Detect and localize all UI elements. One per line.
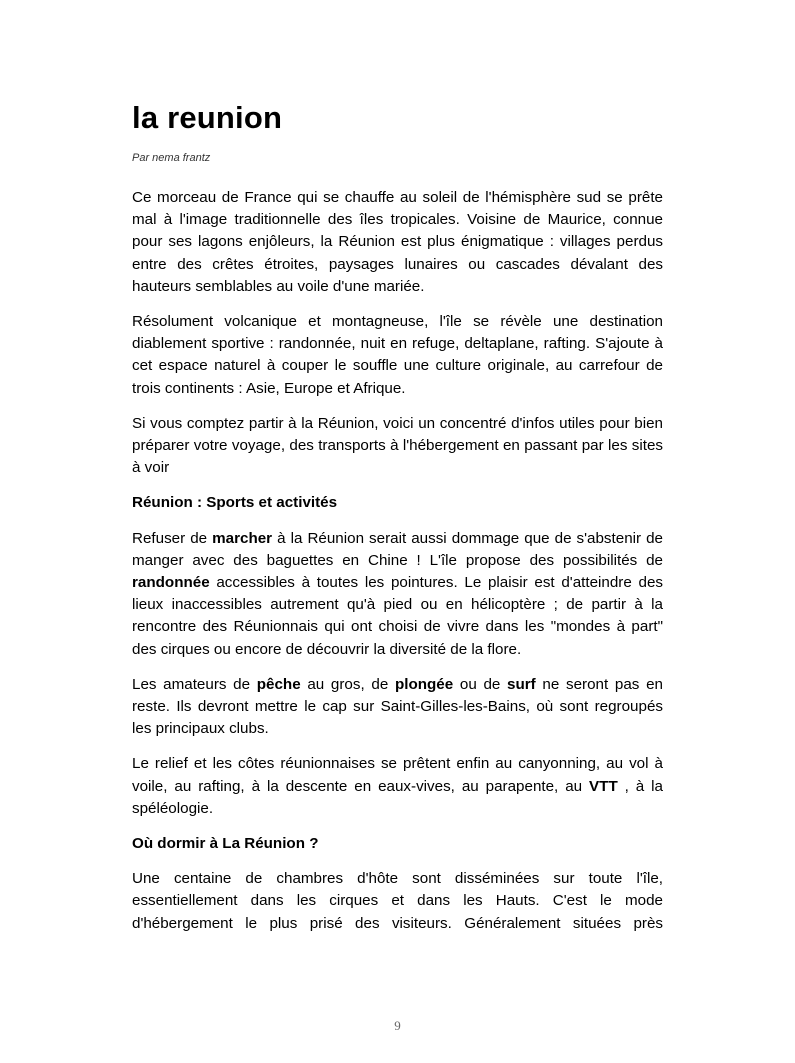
text-run: , à la spéléologie. — [132, 777, 663, 817]
bold-term: plongée — [394, 675, 454, 693]
bold-term: surf — [507, 675, 536, 693]
page-number: 9 — [394, 1018, 401, 1033]
section-heading-sports: Réunion : Sports et activités — [132, 494, 338, 512]
bold-term: pêche — [256, 675, 301, 693]
author-byline: Par nema frantz — [132, 152, 211, 164]
text-run: Le relief et les côtes réunionnaises se prêtent enfin au canyonning, au vol à voile, au rafting, à la descente en eaux-vives, au parapente, au — [132, 755, 663, 795]
text-run: Refuser de — [132, 529, 213, 547]
section-heading-lodging: Où dormir à La Réunion ? — [132, 835, 319, 853]
text-run: au gros, de — [300, 675, 395, 693]
paragraph-infos: Si vous comptez partir à la Réunion, voici un concentré d'infos utiles pour bien préparer votre voyage, des transports à l'hébergement en passant par les sites à voir — [132, 414, 663, 477]
text-run: Les amateurs de — [132, 675, 257, 693]
paragraph-hiking — [132, 528, 663, 661]
paragraph-volcanic: Résolument volcanique et montagneuse, l'île se révèle une destination diablement sportive : randonnée, nuit en refuge, deltaplane, rafting. S'ajoute à cet espace naturel à couper le souffle une culture originale, au carrefour de trois continents : Asie, Europe et Afrique. — [132, 313, 663, 397]
bold-term: marcher — [212, 529, 273, 547]
text-run: ne seront pas en reste. Ils devront mettre le cap sur Saint-Gilles-les-Bains, où sont regroupés les principaux clubs. — [132, 675, 663, 738]
paragraph-water-sports — [132, 674, 663, 741]
text-run: accessibles à toutes les pointures. Le plaisir est d'atteindre des lieux inaccessibles autrement qu'à pied ou en hélicoptère ; de partir à la rencontre des Réunionnais qui ont choisi de vivre dans les "mondes à part" des cirques ou encore de découvrir la diversité de la flore. — [132, 574, 663, 658]
paragraph-lodging: Une centaine de chambres d'hôte sont disséminées sur toute l'île, essentiellement dans les cirques et dans les Hauts. C'est le mode d'hébergement le plus prisé des visiteurs. Généralement situées près — [132, 870, 663, 932]
text-run: ou de — [453, 675, 508, 693]
bold-term: randonnée — [132, 574, 210, 592]
bold-term: VTT — [589, 777, 618, 795]
paragraph-intro: Ce morceau de France qui se chauffe au soleil de l'hémisphère sud se prête mal à l'image traditionnelle des îles tropicales. Voisine de Maurice, connue pour ses lagons enjôleurs, la Réunion est plus énigmatique : villages perdus entre des crêtes étroites, paysages lunaires ou cascades dévalant des hauteurs semblables au voile d'une mariée. — [132, 189, 663, 295]
text-run: à la Réunion serait aussi dommage que de s'abstenir de manger avec des baguettes en Chine ! L'île propose des possibilités de — [132, 529, 663, 569]
document-title: la reunion — [132, 100, 283, 135]
document-body — [132, 187, 663, 948]
paragraph-relief — [132, 753, 663, 820]
